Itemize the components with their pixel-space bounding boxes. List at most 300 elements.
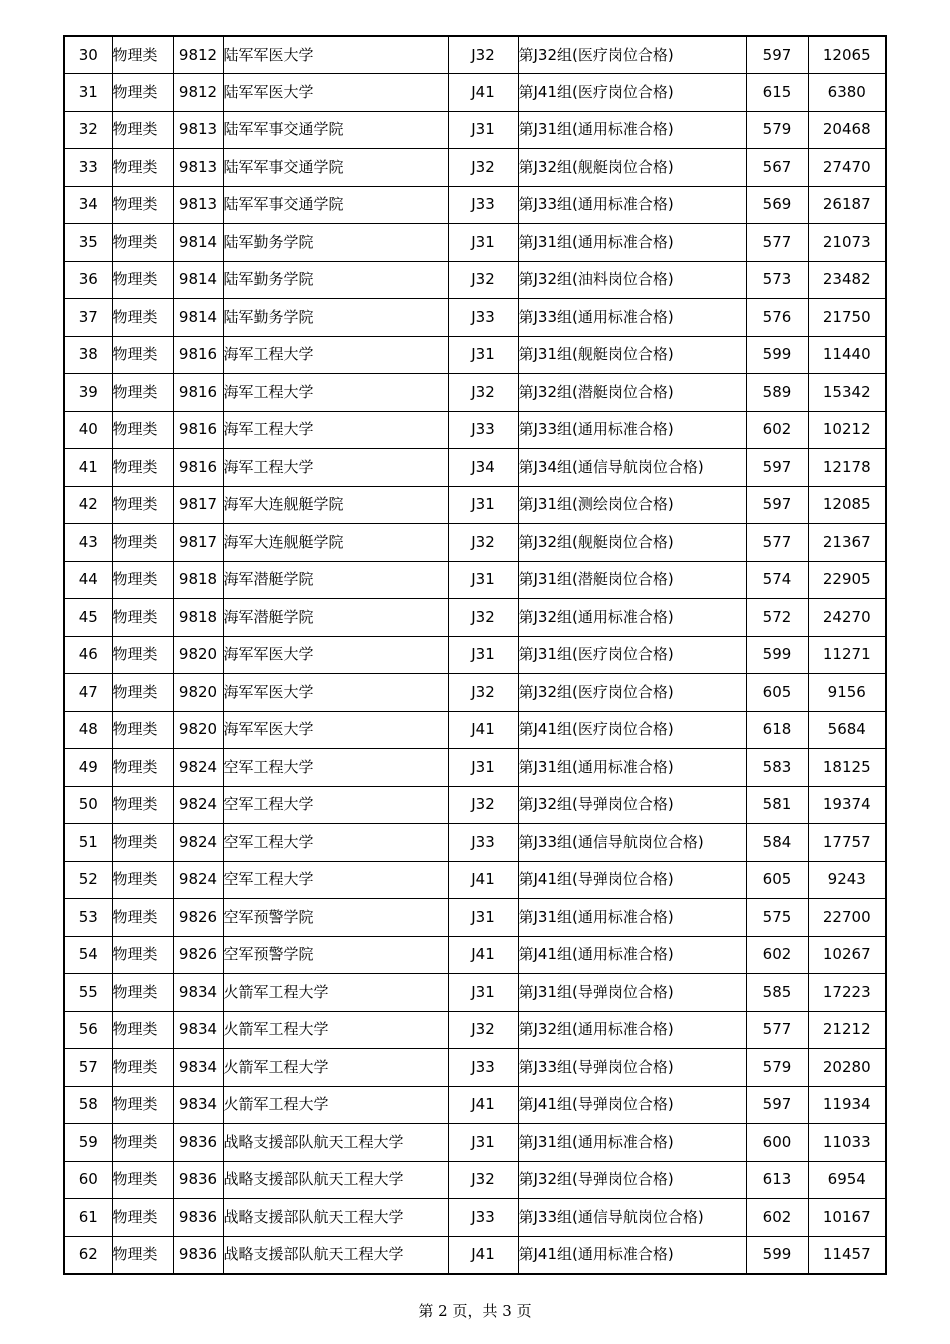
school-name-cell: 陆军军医大学 [223,74,448,112]
group-description-cell: 第J33组(通用标准合格) [518,186,746,224]
min-rank-cell: 9156 [808,674,886,712]
table-row [64,636,886,674]
school-name-cell: 陆军军事交通学院 [223,111,448,149]
table-row [64,261,886,299]
table-row [64,749,886,787]
group-code-cell: J32 [448,674,518,712]
school-code-cell: 9826 [173,936,223,974]
min-rank-cell: 12085 [808,486,886,524]
school-name-cell: 空军预警学院 [223,899,448,937]
min-rank-cell: 11033 [808,1124,886,1162]
school-name-cell: 海军潜艇学院 [223,599,448,637]
table-row [64,936,886,974]
group-code-cell: J33 [448,299,518,337]
min-score-cell: 575 [746,899,808,937]
min-score-cell: 569 [746,186,808,224]
min-rank-cell: 10167 [808,1199,886,1237]
group-code-cell: J32 [448,261,518,299]
school-code-cell: 9820 [173,636,223,674]
school-code-cell: 9820 [173,711,223,749]
table-row [64,186,886,224]
min-score-cell: 618 [746,711,808,749]
min-score-cell: 613 [746,1161,808,1199]
min-rank-cell: 23482 [808,261,886,299]
group-code-cell: J31 [448,749,518,787]
min-rank-cell: 22700 [808,899,886,937]
min-score-cell: 602 [746,936,808,974]
row-number: 35 [64,224,112,262]
min-score-cell: 577 [746,1011,808,1049]
school-name-cell: 海军军医大学 [223,674,448,712]
group-code-cell: J32 [448,1161,518,1199]
min-rank-cell: 21212 [808,1011,886,1049]
school-name-cell: 海军工程大学 [223,336,448,374]
school-code-cell: 9834 [173,974,223,1012]
school-name-cell: 火箭军工程大学 [223,1049,448,1087]
min-score-cell: 602 [746,411,808,449]
row-number: 36 [64,261,112,299]
row-number: 61 [64,1199,112,1237]
min-rank-cell: 11271 [808,636,886,674]
category-cell: 物理类 [112,1124,173,1162]
min-rank-cell: 10212 [808,411,886,449]
school-name-cell: 火箭军工程大学 [223,974,448,1012]
min-score-cell: 597 [746,1086,808,1124]
min-score-cell: 589 [746,374,808,412]
school-name-cell: 海军工程大学 [223,374,448,412]
school-code-cell: 9813 [173,186,223,224]
school-code-cell: 9818 [173,599,223,637]
table-row [64,449,886,487]
group-description-cell: 第J31组(导弹岗位合格) [518,974,746,1012]
min-score-cell: 576 [746,299,808,337]
school-name-cell: 陆军军医大学 [223,36,448,74]
min-score-cell: 573 [746,261,808,299]
table-row [64,974,886,1012]
min-score-cell: 581 [746,786,808,824]
admissions-table [63,35,887,1275]
row-number: 42 [64,486,112,524]
min-score-cell: 615 [746,74,808,112]
group-description-cell: 第J33组(通信导航岗位合格) [518,1199,746,1237]
row-number: 48 [64,711,112,749]
group-description-cell: 第J32组(医疗岗位合格) [518,36,746,74]
category-cell: 物理类 [112,786,173,824]
group-description-cell: 第J31组(通用标准合格) [518,749,746,787]
group-description-cell: 第J32组(潜艇岗位合格) [518,374,746,412]
group-description-cell: 第J33组(通信导航岗位合格) [518,824,746,862]
group-code-cell: J31 [448,1124,518,1162]
group-description-cell: 第J33组(通用标准合格) [518,299,746,337]
school-name-cell: 海军大连舰艇学院 [223,486,448,524]
group-description-cell: 第J32组(医疗岗位合格) [518,674,746,712]
school-name-cell: 战略支援部队航天工程大学 [223,1161,448,1199]
school-code-cell: 9814 [173,299,223,337]
group-code-cell: J31 [448,899,518,937]
row-number: 45 [64,599,112,637]
table-row [64,1161,886,1199]
group-code-cell: J31 [448,111,518,149]
school-code-cell: 9817 [173,486,223,524]
row-number: 53 [64,899,112,937]
group-description-cell: 第J31组(潜艇岗位合格) [518,561,746,599]
group-code-cell: J31 [448,224,518,262]
group-code-cell: J32 [448,149,518,187]
category-cell: 物理类 [112,749,173,787]
group-description-cell: 第J41组(导弹岗位合格) [518,1086,746,1124]
category-cell: 物理类 [112,711,173,749]
group-description-cell: 第J31组(通用标准合格) [518,899,746,937]
group-description-cell: 第J32组(舰艇岗位合格) [518,149,746,187]
group-description-cell: 第J32组(导弹岗位合格) [518,1161,746,1199]
min-rank-cell: 22905 [808,561,886,599]
school-code-cell: 9812 [173,36,223,74]
category-cell: 物理类 [112,1086,173,1124]
school-name-cell: 战略支援部队航天工程大学 [223,1199,448,1237]
min-score-cell: 577 [746,524,808,562]
min-rank-cell: 12178 [808,449,886,487]
category-cell: 物理类 [112,599,173,637]
group-description-cell: 第J31组(测绘岗位合格) [518,486,746,524]
min-rank-cell: 18125 [808,749,886,787]
school-code-cell: 9824 [173,861,223,899]
group-description-cell: 第J31组(通用标准合格) [518,111,746,149]
group-code-cell: J31 [448,561,518,599]
min-score-cell: 567 [746,149,808,187]
row-number: 34 [64,186,112,224]
min-score-cell: 579 [746,111,808,149]
min-rank-cell: 11934 [808,1086,886,1124]
school-code-cell: 9814 [173,224,223,262]
table-row [64,411,886,449]
school-code-cell: 9836 [173,1236,223,1274]
table-row [64,824,886,862]
table-body [64,36,886,1274]
school-code-cell: 9816 [173,411,223,449]
group-description-cell: 第J41组(医疗岗位合格) [518,74,746,112]
table-row [64,1236,886,1274]
row-number: 59 [64,1124,112,1162]
min-rank-cell: 5684 [808,711,886,749]
min-rank-cell: 17757 [808,824,886,862]
school-code-cell: 9812 [173,74,223,112]
min-rank-cell: 15342 [808,374,886,412]
group-code-cell: J31 [448,974,518,1012]
row-number: 51 [64,824,112,862]
group-description-cell: 第J41组(通用标准合格) [518,1236,746,1274]
table-row [64,1011,886,1049]
category-cell: 物理类 [112,899,173,937]
group-code-cell: J33 [448,186,518,224]
school-name-cell: 海军工程大学 [223,449,448,487]
min-score-cell: 572 [746,599,808,637]
min-score-cell: 597 [746,449,808,487]
row-number: 40 [64,411,112,449]
school-code-cell: 9834 [173,1049,223,1087]
school-name-cell: 陆军勤务学院 [223,261,448,299]
group-description-cell: 第J32组(油料岗位合格) [518,261,746,299]
table-row [64,336,886,374]
school-name-cell: 陆军勤务学院 [223,224,448,262]
group-code-cell: J32 [448,1011,518,1049]
school-code-cell: 9836 [173,1199,223,1237]
min-rank-cell: 20280 [808,1049,886,1087]
school-code-cell: 9818 [173,561,223,599]
category-cell: 物理类 [112,186,173,224]
school-name-cell: 空军预警学院 [223,936,448,974]
min-rank-cell: 6380 [808,74,886,112]
min-score-cell: 605 [746,674,808,712]
group-description-cell: 第J32组(通用标准合格) [518,1011,746,1049]
group-code-cell: J33 [448,411,518,449]
group-code-cell: J32 [448,599,518,637]
group-code-cell: J32 [448,786,518,824]
row-number: 44 [64,561,112,599]
school-code-cell: 9826 [173,899,223,937]
min-score-cell: 599 [746,336,808,374]
category-cell: 物理类 [112,936,173,974]
min-rank-cell: 6954 [808,1161,886,1199]
group-code-cell: J32 [448,374,518,412]
category-cell: 物理类 [112,36,173,74]
category-cell: 物理类 [112,824,173,862]
category-cell: 物理类 [112,411,173,449]
row-number: 41 [64,449,112,487]
school-code-cell: 9813 [173,149,223,187]
page-footer: 第 2 页，共 3 页 [418,1302,532,1320]
row-number: 39 [64,374,112,412]
row-number: 31 [64,74,112,112]
school-code-cell: 9814 [173,261,223,299]
table-row [64,36,886,74]
school-name-cell: 海军军医大学 [223,636,448,674]
group-code-cell: J31 [448,336,518,374]
category-cell: 物理类 [112,336,173,374]
school-code-cell: 9817 [173,524,223,562]
min-rank-cell: 19374 [808,786,886,824]
school-name-cell: 空军工程大学 [223,749,448,787]
group-code-cell: J33 [448,824,518,862]
group-description-cell: 第J32组(导弹岗位合格) [518,786,746,824]
min-rank-cell: 24270 [808,599,886,637]
table-row [64,1124,886,1162]
group-code-cell: J41 [448,711,518,749]
table-row [64,374,886,412]
table-row [64,299,886,337]
category-cell: 物理类 [112,974,173,1012]
table-row [64,599,886,637]
school-name-cell: 海军军医大学 [223,711,448,749]
group-description-cell: 第J32组(舰艇岗位合格) [518,524,746,562]
row-number: 49 [64,749,112,787]
min-rank-cell: 11457 [808,1236,886,1274]
min-score-cell: 599 [746,636,808,674]
group-description-cell: 第J33组(导弹岗位合格) [518,1049,746,1087]
table-row [64,1049,886,1087]
school-name-cell: 陆军勤务学院 [223,299,448,337]
group-code-cell: J31 [448,486,518,524]
category-cell: 物理类 [112,674,173,712]
group-description-cell: 第J41组(导弹岗位合格) [518,861,746,899]
row-number: 54 [64,936,112,974]
min-score-cell: 584 [746,824,808,862]
group-description-cell: 第J41组(通用标准合格) [518,936,746,974]
category-cell: 物理类 [112,261,173,299]
min-score-cell: 574 [746,561,808,599]
table-row [64,111,886,149]
min-score-cell: 579 [746,1049,808,1087]
school-name-cell: 战略支援部队航天工程大学 [223,1124,448,1162]
group-description-cell: 第J32组(通用标准合格) [518,599,746,637]
table-row [64,1199,886,1237]
category-cell: 物理类 [112,1161,173,1199]
table-row [64,149,886,187]
min-score-cell: 583 [746,749,808,787]
group-description-cell: 第J31组(舰艇岗位合格) [518,336,746,374]
row-number: 58 [64,1086,112,1124]
group-description-cell: 第J34组(通信导航岗位合格) [518,449,746,487]
category-cell: 物理类 [112,561,173,599]
row-number: 33 [64,149,112,187]
min-score-cell: 600 [746,1124,808,1162]
school-name-cell: 海军工程大学 [223,411,448,449]
row-number: 47 [64,674,112,712]
school-code-cell: 9816 [173,336,223,374]
school-name-cell: 空军工程大学 [223,824,448,862]
table-row [64,486,886,524]
school-code-cell: 9834 [173,1086,223,1124]
group-description-cell: 第J33组(通用标准合格) [518,411,746,449]
school-code-cell: 9834 [173,1011,223,1049]
category-cell: 物理类 [112,299,173,337]
min-rank-cell: 10267 [808,936,886,974]
min-rank-cell: 21073 [808,224,886,262]
category-cell: 物理类 [112,1011,173,1049]
table-row [64,561,886,599]
category-cell: 物理类 [112,449,173,487]
min-rank-cell: 12065 [808,36,886,74]
min-rank-cell: 21367 [808,524,886,562]
category-cell: 物理类 [112,224,173,262]
group-code-cell: J41 [448,1086,518,1124]
school-code-cell: 9813 [173,111,223,149]
group-code-cell: J33 [448,1199,518,1237]
group-code-cell: J31 [448,636,518,674]
row-number: 62 [64,1236,112,1274]
category-cell: 物理类 [112,486,173,524]
group-description-cell: 第J31组(通用标准合格) [518,1124,746,1162]
group-code-cell: J32 [448,524,518,562]
table-row [64,224,886,262]
school-name-cell: 海军大连舰艇学院 [223,524,448,562]
category-cell: 物理类 [112,524,173,562]
min-score-cell: 602 [746,1199,808,1237]
school-name-cell: 空军工程大学 [223,861,448,899]
row-number: 37 [64,299,112,337]
min-score-cell: 597 [746,486,808,524]
min-rank-cell: 20468 [808,111,886,149]
group-description-cell: 第J31组(医疗岗位合格) [518,636,746,674]
min-rank-cell: 27470 [808,149,886,187]
school-code-cell: 9820 [173,674,223,712]
school-name-cell: 火箭军工程大学 [223,1086,448,1124]
group-code-cell: J41 [448,1236,518,1274]
min-rank-cell: 11440 [808,336,886,374]
table-row [64,1086,886,1124]
category-cell: 物理类 [112,374,173,412]
row-number: 46 [64,636,112,674]
school-name-cell: 陆军军事交通学院 [223,186,448,224]
min-rank-cell: 9243 [808,861,886,899]
category-cell: 物理类 [112,861,173,899]
row-number: 38 [64,336,112,374]
category-cell: 物理类 [112,111,173,149]
row-number: 30 [64,36,112,74]
group-code-cell: J41 [448,74,518,112]
row-number: 52 [64,861,112,899]
table-row [64,524,886,562]
row-number: 43 [64,524,112,562]
group-description-cell: 第J31组(通用标准合格) [518,224,746,262]
row-number: 57 [64,1049,112,1087]
school-code-cell: 9824 [173,749,223,787]
group-code-cell: J33 [448,1049,518,1087]
row-number: 32 [64,111,112,149]
min-rank-cell: 21750 [808,299,886,337]
category-cell: 物理类 [112,1199,173,1237]
table-row [64,899,886,937]
min-score-cell: 585 [746,974,808,1012]
min-score-cell: 597 [746,36,808,74]
table-row [64,861,886,899]
school-name-cell: 陆军军事交通学院 [223,149,448,187]
category-cell: 物理类 [112,74,173,112]
min-score-cell: 577 [746,224,808,262]
row-number: 50 [64,786,112,824]
table-row [64,674,886,712]
school-code-cell: 9816 [173,374,223,412]
table-row [64,74,886,112]
category-cell: 物理类 [112,149,173,187]
category-cell: 物理类 [112,636,173,674]
min-rank-cell: 17223 [808,974,886,1012]
min-score-cell: 599 [746,1236,808,1274]
school-code-cell: 9836 [173,1124,223,1162]
group-code-cell: J32 [448,36,518,74]
min-rank-cell: 26187 [808,186,886,224]
table-row [64,786,886,824]
group-description-cell: 第J41组(医疗岗位合格) [518,711,746,749]
row-number: 56 [64,1011,112,1049]
school-code-cell: 9824 [173,786,223,824]
school-name-cell: 海军潜艇学院 [223,561,448,599]
school-code-cell: 9824 [173,824,223,862]
row-number: 55 [64,974,112,1012]
school-name-cell: 战略支援部队航天工程大学 [223,1236,448,1274]
group-code-cell: J41 [448,936,518,974]
table-row [64,711,886,749]
category-cell: 物理类 [112,1236,173,1274]
row-number: 60 [64,1161,112,1199]
category-cell: 物理类 [112,1049,173,1087]
min-score-cell: 605 [746,861,808,899]
school-code-cell: 9836 [173,1161,223,1199]
school-code-cell: 9816 [173,449,223,487]
group-code-cell: J41 [448,861,518,899]
group-code-cell: J34 [448,449,518,487]
school-name-cell: 火箭军工程大学 [223,1011,448,1049]
school-name-cell: 空军工程大学 [223,786,448,824]
